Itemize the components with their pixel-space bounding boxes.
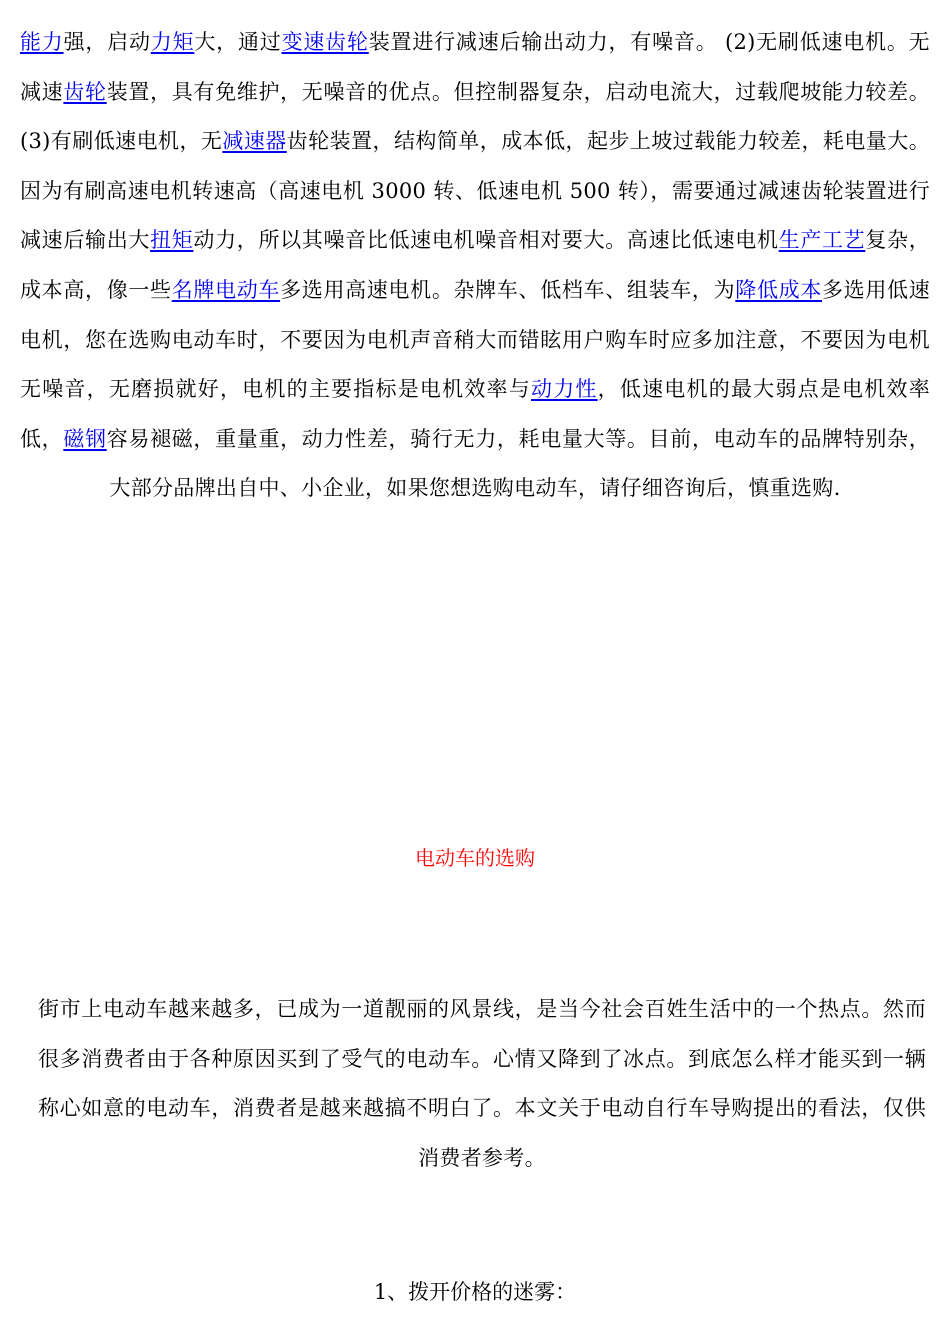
link-mingpai-diandongche[interactable]: 名牌电动车 [171, 277, 281, 302]
link-jiansuqi[interactable]: 减速器 [222, 129, 287, 154]
text-segment: 多选用高速电机。杂牌车、低档车、组装车，为 [280, 277, 736, 302]
text-segment: ，低速电机的最大弱点是电机效率低， [20, 377, 930, 451]
link-biansu-chilun[interactable]: 变速齿轮 [281, 30, 369, 54]
link-chilun[interactable]: 齿轮 [63, 79, 107, 104]
text-segment: 齿轮装置，结构简单，成本低，起步上坡过载能力较差，耗电量大。 因为有刷高速电机转速高（高速电机 3000 转、低速电机 500 转），需要通过减速齿轮装置进行减速后输出大 [20, 129, 930, 253]
link-cigang[interactable]: 磁钢 [63, 426, 107, 451]
link-donglixing[interactable]: 动力性 [531, 377, 598, 402]
paragraph-motor-types [20, 18, 930, 514]
link-niuju[interactable]: 扭矩 [150, 228, 194, 253]
text-segment: 大，通过 [194, 30, 282, 54]
section-title: 1、拨开价格的迷雾： [373, 1280, 577, 1304]
link-nengli[interactable]: 能力 [20, 30, 64, 54]
text-segment: 强，启动 [63, 30, 151, 54]
text-segment: 装置，具有免维护，无噪音的优点。但控制器复杂，启动电流大，过载爬坡能力较差。 (3)有刷低速电机，无 [20, 79, 930, 154]
text-segment: 复杂，成本高，像一些 [20, 228, 930, 302]
text-segment: 动力，所以其噪音比低速电机噪音相对要大。高速比低速电机 [193, 228, 779, 253]
text-segment: 装置进行减速后输出动力，有噪音。 (2)无刷低速电机。无减速 [20, 30, 930, 104]
link-jiangdi-chengben[interactable]: 降低成本 [735, 277, 822, 302]
link-liju[interactable]: 力矩 [150, 30, 195, 54]
text-segment: 容易褪磁，重量重，动力性差，骑行无力，耗电量大等。目前，电动车的品牌特别杂，大部分品牌出自中、小企业，如果您想选购电动车，请仔细咨询后，慎重选购. [106, 426, 930, 501]
link-shengchan-gongyi[interactable]: 生产工艺 [778, 228, 866, 253]
text-segment: 多选用低速电机，您在选购电动车时，不要因为电机声音稍大而错眩用户购车时应多加注意，不要因为电机无噪音，无磨损就好，电机的主要指标是电机效率与 [20, 277, 930, 402]
article-heading: 电动车的选购 [415, 846, 535, 870]
paragraph-intro: 街市上电动车越来越多，已成为一道靓丽的风景线，是当今社会百姓生活中的一个热点。然而很多消费者由于各种原因买到了受气的电动车。心情又降到了冰点。到底怎么样才能买到一辆称心如意的电动车，消费者是越来越搞不明白了。本文关于电动自行车导购提出的看法，仅供消费者参考。 [38, 997, 926, 1170]
